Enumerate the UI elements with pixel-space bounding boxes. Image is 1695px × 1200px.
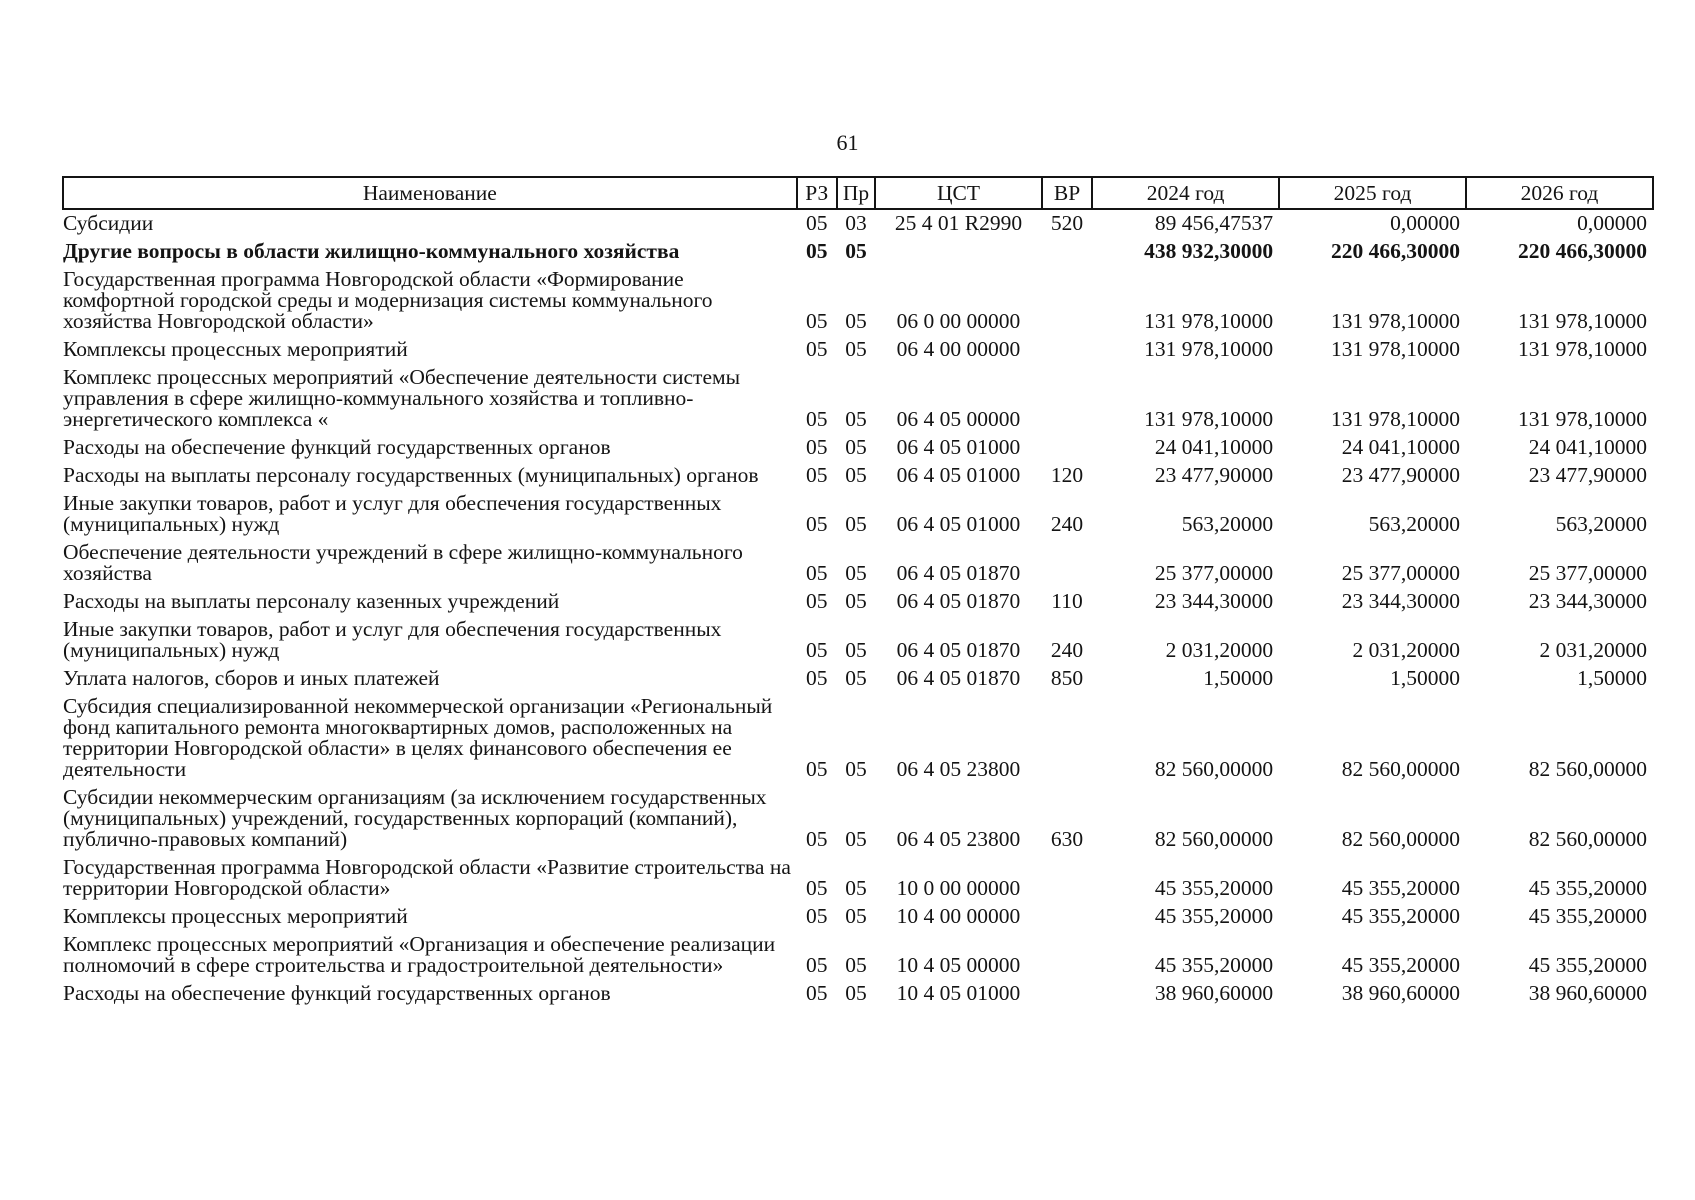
row-name: Расходы на обеспечение функций государственных органов [63,981,611,1005]
table-row [63,434,1653,462]
row-2024: 131 978,10000 [1144,407,1274,431]
row-2025: 45 355,20000 [1341,904,1461,928]
row-name: Расходы на выплаты персоналу государственных (муниципальных) органов [63,463,759,487]
row-pr: 05 [845,953,867,977]
row-cst: 10 4 00 00000 [896,904,1021,928]
row-2025: 131 978,10000 [1331,407,1461,431]
row-pr: 05 [845,666,867,690]
table-row [63,490,1653,539]
row-vr [1042,266,1092,336]
row-name: Комплексы процессных мероприятий [63,337,408,361]
row-2025: 23 477,90000 [1341,463,1461,487]
row-vr [1042,336,1092,364]
table-row [63,462,1653,490]
row-vr [1042,364,1092,434]
row-rz: 05 [806,561,828,585]
row-pr: 05 [845,981,867,1005]
header-cst: ЦСТ [875,177,1042,209]
table-row [63,539,1653,588]
row-name: Расходы на обеспечение функций государственных органов [63,435,611,459]
row-rz: 05 [806,904,828,928]
page-number: 61 [836,130,859,155]
row-vr [1042,903,1092,931]
row-2026: 82 560,00000 [1528,827,1647,851]
row-2026: 131 978,10000 [1518,407,1647,431]
row-2024: 23 477,90000 [1154,463,1274,487]
row-cst: 06 4 05 00000 [896,407,1021,431]
row-2025: 45 355,20000 [1341,876,1461,900]
row-vr [1042,539,1092,588]
row-2024: 24 041,10000 [1154,435,1274,459]
row-cst: 10 4 05 00000 [896,953,1021,977]
row-vr: 240 [1050,638,1084,662]
row-2026: 82 560,00000 [1528,757,1647,781]
row-2026: 563,20000 [1555,512,1647,536]
row-rz: 05 [806,211,828,235]
row-cst: 06 4 05 01870 [896,666,1021,690]
budget-table [62,176,1654,1008]
row-pr: 05 [845,561,867,585]
header-pr: Пр [837,177,875,209]
row-2024: 438 932,30000 [1144,239,1274,263]
table-row [63,588,1653,616]
table-row [63,336,1653,364]
row-2024: 45 355,20000 [1154,876,1274,900]
row-2024: 25 377,00000 [1154,561,1274,585]
row-name: Иные закупки товаров, работ и услуг для обеспечения государственных (муниципальных) нужд [63,617,722,662]
row-2026: 38 960,60000 [1528,981,1647,1005]
row-pr: 05 [845,435,867,459]
header-2024: 2024 год [1092,177,1279,209]
row-2026: 0,00000 [1577,211,1647,235]
header-name: Наименование [63,177,797,209]
row-2024: 82 560,00000 [1154,827,1274,851]
row-rz: 05 [806,981,828,1005]
table-row [63,266,1653,336]
row-2024: 45 355,20000 [1154,953,1274,977]
row-vr [1042,238,1092,266]
row-name: Государственная программа Новгородской области «Формирование комфортной городской среды и модернизация системы коммунального хозяйства Новгородской области» [63,267,713,333]
row-rz: 05 [806,757,828,781]
row-vr: 240 [1050,512,1084,536]
row-pr: 05 [845,827,867,851]
row-2026: 45 355,20000 [1528,953,1647,977]
row-name: Субсидия специализированной некоммерческой организации «Региональный фонд капитального ремонта многоквартирных домов, расположенных на территории Новгородской области» в целях финансового обеспечения ее деятельности [63,694,773,781]
row-name: Субсидии некоммерческим организациям (за исключением государственных (муниципальных) учреждений, государственных корпораций (компаний), публично-правовых компаний) [63,785,767,851]
row-name: Другие вопросы в области жилищно-коммунального хозяйства [63,239,680,263]
table-row-section [63,238,1653,266]
row-2025: 563,20000 [1368,512,1461,536]
row-2025: 220 466,30000 [1331,239,1461,263]
row-vr: 850 [1050,666,1084,690]
row-2025: 2 031,20000 [1352,638,1461,662]
row-2025: 82 560,00000 [1341,827,1461,851]
row-name: Обеспечение деятельности учреждений в сфере жилищно-коммунального хозяйства [63,540,743,585]
row-rz: 05 [806,337,828,361]
table-row [63,784,1653,854]
row-2024: 131 978,10000 [1144,337,1274,361]
row-2024: 82 560,00000 [1154,757,1274,781]
row-2026: 25 377,00000 [1528,561,1647,585]
row-2025: 25 377,00000 [1341,561,1461,585]
row-rz: 05 [806,876,828,900]
row-pr: 05 [845,876,867,900]
table-row [63,903,1653,931]
header-2025: 2025 год [1279,177,1466,209]
row-rz: 05 [806,827,828,851]
row-2024: 23 344,30000 [1154,589,1274,613]
row-vr: 520 [1050,211,1084,235]
row-2026: 2 031,20000 [1539,638,1647,662]
row-cst: 10 0 00 00000 [896,876,1021,900]
row-2026: 131 978,10000 [1518,309,1647,333]
row-2026: 220 466,30000 [1518,239,1647,263]
table-row [63,931,1653,980]
row-2025: 1,50000 [1390,666,1461,690]
row-vr [1042,931,1092,980]
row-rz: 05 [806,309,828,333]
row-pr: 05 [845,638,867,662]
row-pr: 05 [845,337,867,361]
row-2025: 0,00000 [1390,211,1461,235]
row-pr: 05 [845,239,867,263]
row-vr [1042,693,1092,784]
row-cst: 06 4 05 01000 [896,463,1021,487]
row-2024: 2 031,20000 [1165,638,1274,662]
row-2024: 89 456,47537 [1154,211,1274,235]
row-name: Государственная программа Новгородской области «Развитие строительства на территории Новгородской области» [63,855,791,900]
row-cst: 06 4 05 23800 [896,757,1021,781]
row-cst: 06 4 05 01000 [896,435,1021,459]
row-2025: 23 344,30000 [1341,589,1461,613]
table-row [63,854,1653,903]
row-vr [1042,854,1092,903]
row-vr [1042,434,1092,462]
table-row [63,209,1653,238]
table-row [63,364,1653,434]
table-row [63,616,1653,665]
row-rz: 05 [806,463,828,487]
row-cst: 25 4 01 R2990 [894,211,1023,235]
row-cst: 06 4 05 01000 [896,512,1021,536]
row-2025: 131 978,10000 [1331,309,1461,333]
row-vr [1042,980,1092,1008]
header-2026: 2026 год [1466,177,1653,209]
row-rz: 05 [806,638,828,662]
row-cst: 06 4 00 00000 [896,337,1021,361]
row-cst: 06 4 05 01870 [896,589,1021,613]
row-rz: 05 [806,435,828,459]
row-pr: 05 [845,512,867,536]
row-cst: 06 4 05 01870 [896,561,1021,585]
row-2025: 82 560,00000 [1341,757,1461,781]
row-2026: 24 041,10000 [1528,435,1647,459]
row-vr: 120 [1050,463,1084,487]
row-2025: 38 960,60000 [1341,981,1461,1005]
row-2025: 24 041,10000 [1341,435,1461,459]
row-2025: 45 355,20000 [1341,953,1461,977]
row-rz: 05 [806,512,828,536]
row-cst: 06 0 00 00000 [896,309,1021,333]
row-2026: 23 344,30000 [1528,589,1647,613]
row-rz: 05 [806,407,828,431]
row-2026: 1,50000 [1577,666,1647,690]
row-2026: 45 355,20000 [1528,904,1647,928]
row-pr: 05 [845,463,867,487]
table-header-row [63,177,1653,209]
row-pr: 05 [845,757,867,781]
row-rz: 05 [806,666,828,690]
row-pr: 03 [845,211,867,235]
row-pr: 05 [845,589,867,613]
table-row [63,665,1653,693]
row-cst [875,238,1042,266]
header-rz: РЗ [797,177,837,209]
row-rz: 05 [806,953,828,977]
row-name: Расходы на выплаты персоналу казенных учреждений [63,589,560,613]
row-name: Уплата налогов, сборов и иных платежей [63,666,440,690]
row-2026: 23 477,90000 [1528,463,1647,487]
header-vr: ВР [1042,177,1092,209]
row-2026: 45 355,20000 [1528,876,1647,900]
row-2024: 1,50000 [1203,666,1274,690]
row-cst: 06 4 05 01870 [896,638,1021,662]
row-pr: 05 [845,407,867,431]
row-rz: 05 [806,239,828,263]
row-vr: 630 [1050,827,1084,851]
row-name: Субсидии [63,211,154,235]
row-name: Комплекс процессных мероприятий «Организация и обеспечение реализации полномочий в сфере строительства и градостроительной деятельности» [63,932,776,977]
row-2024: 563,20000 [1181,512,1274,536]
row-vr: 110 [1051,589,1083,613]
row-pr: 05 [845,904,867,928]
row-name: Иные закупки товаров, работ и услуг для обеспечения государственных (муниципальных) нужд [63,491,722,536]
table-row [63,693,1653,784]
row-2024: 45 355,20000 [1154,904,1274,928]
row-pr: 05 [845,309,867,333]
row-rz: 05 [806,589,828,613]
table-row [63,980,1653,1008]
row-cst: 06 4 05 23800 [896,827,1021,851]
row-2024: 131 978,10000 [1144,309,1274,333]
row-name: Комплексы процессных мероприятий [63,904,408,928]
row-2024: 38 960,60000 [1154,981,1274,1005]
row-cst: 10 4 05 01000 [896,981,1021,1005]
row-2026: 131 978,10000 [1518,337,1647,361]
row-name: Комплекс процессных мероприятий «Обеспечение деятельности системы управления в сфере жилищно-коммунального хозяйства и топливно-энергетического комплекса « [63,365,741,431]
row-2025: 131 978,10000 [1331,337,1461,361]
